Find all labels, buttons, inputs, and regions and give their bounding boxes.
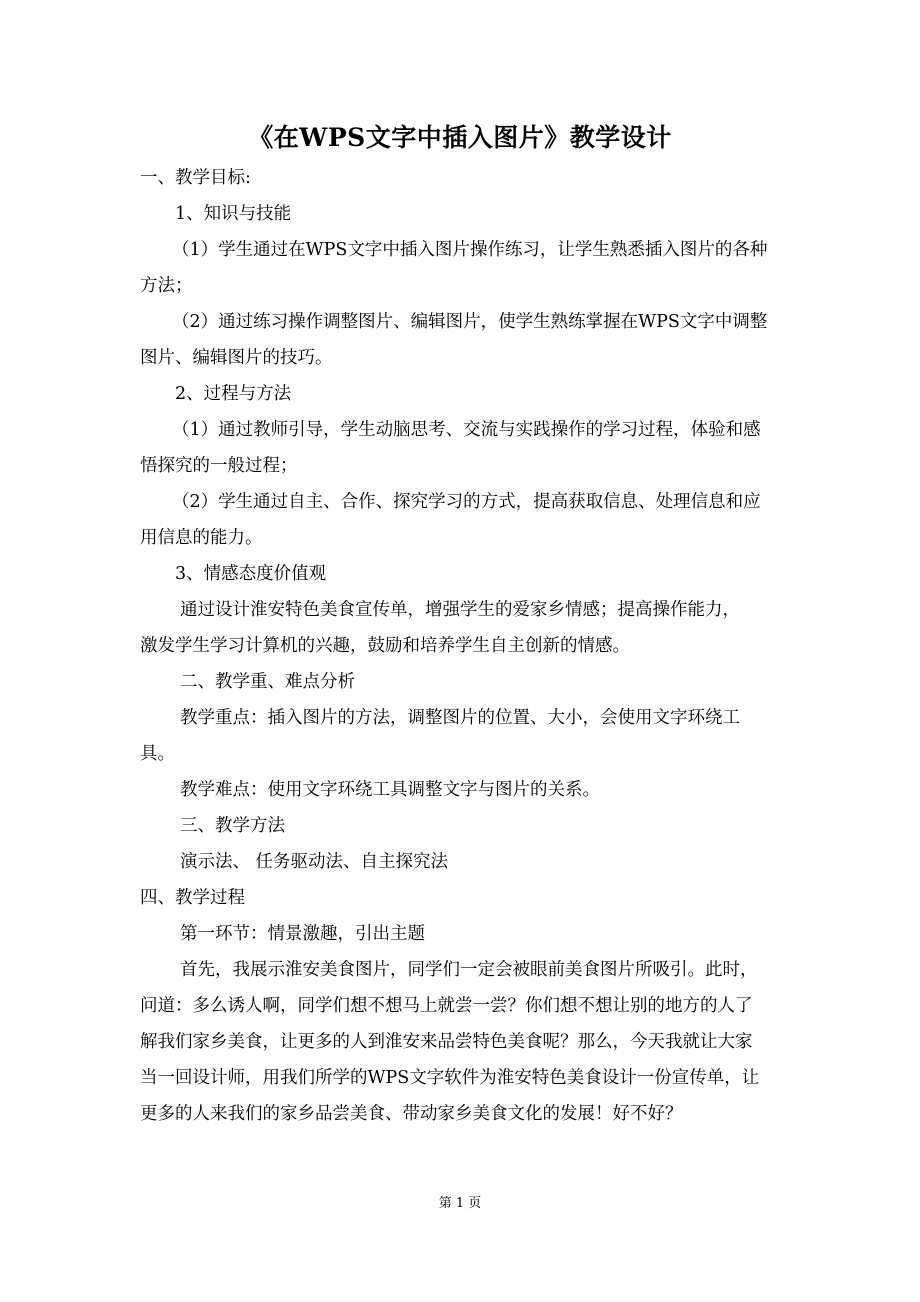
subheading-process-methods: 2、过程与方法 [175,384,292,404]
paragraph-line: 图片、编辑图片的技巧。 [140,348,333,368]
subheading-stage-one: 第一环节：情景激趣，引出主题 [180,924,425,944]
paragraph-line: （1）通过教师引导，学生动脑思考、交流与实践操作的学习过程，体验和感 [172,420,761,440]
paragraph-line: 教学重点：插入图片的方法，调整图片的位置、大小，会使用文字环绕工 [180,708,740,728]
paragraph-line: 用信息的能力。 [140,528,263,548]
subheading-emotion-values: 3、情感态度价值观 [175,564,327,584]
document-title: 《在WPS文字中插入图片》教学设计 [248,123,672,152]
paragraph-line: 教学难点：使用文字环绕工具调整文字与图片的关系。 [180,780,600,800]
paragraph-line: （1）学生通过在WPS文字中插入图片操作练习，让学生熟悉插入图片的各种 [172,240,768,260]
paragraph-line: 当一回设计师，用我们所学的WPS文字软件为淮安特色美食设计一份宣传单，让 [140,1068,760,1088]
heading-teaching-process: 四、教学过程 [140,888,245,908]
paragraph-line: 更多的人来我们的家乡品尝美食、带动家乡美食文化的发展！好不好？ [140,1104,683,1124]
paragraph-line: 解我们家乡美食，让更多的人到淮安来品尝特色美食呢？那么，今天我就让大家 [140,1032,753,1052]
paragraph-line: （2）学生通过自主、合作、探究学习的方式，提高获取信息、处理信息和应 [172,492,761,512]
paragraph-line: 通过设计淮安特色美食宣传单，增强学生的爱家乡情感；提高操作能力， [180,600,740,620]
paragraph-line: 悟探究的一般过程； [140,456,298,476]
paragraph-line: 问道：多么诱人啊，同学们想不想马上就尝一尝？你们想不想让别的地方的人了 [140,996,753,1016]
paragraph-line: 演示法、 任务驱动法、自主探究法 [180,852,449,872]
page-number: 第 1 页 [438,1196,482,1211]
subheading-knowledge-skills: 1、知识与技能 [175,204,292,224]
heading-teaching-methods: 三、教学方法 [180,816,285,836]
paragraph-line: 具。 [140,744,175,764]
paragraph-line: 激发学生学习计算机的兴趣，鼓励和培养学生自主创新的情感。 [140,636,630,656]
paragraph-line: （2）通过练习操作调整图片、编辑图片，使学生熟练掌握在WPS文字中调整 [172,312,768,332]
heading-key-points: 二、教学重、难点分析 [180,672,355,692]
heading-teaching-goals: 一、教学目标: [140,168,251,188]
paragraph-line: 方法； [140,276,193,296]
paragraph-line: 首先，我展示淮安美食图片，同学们一定会被眼前美食图片所吸引。此时， [180,960,758,980]
